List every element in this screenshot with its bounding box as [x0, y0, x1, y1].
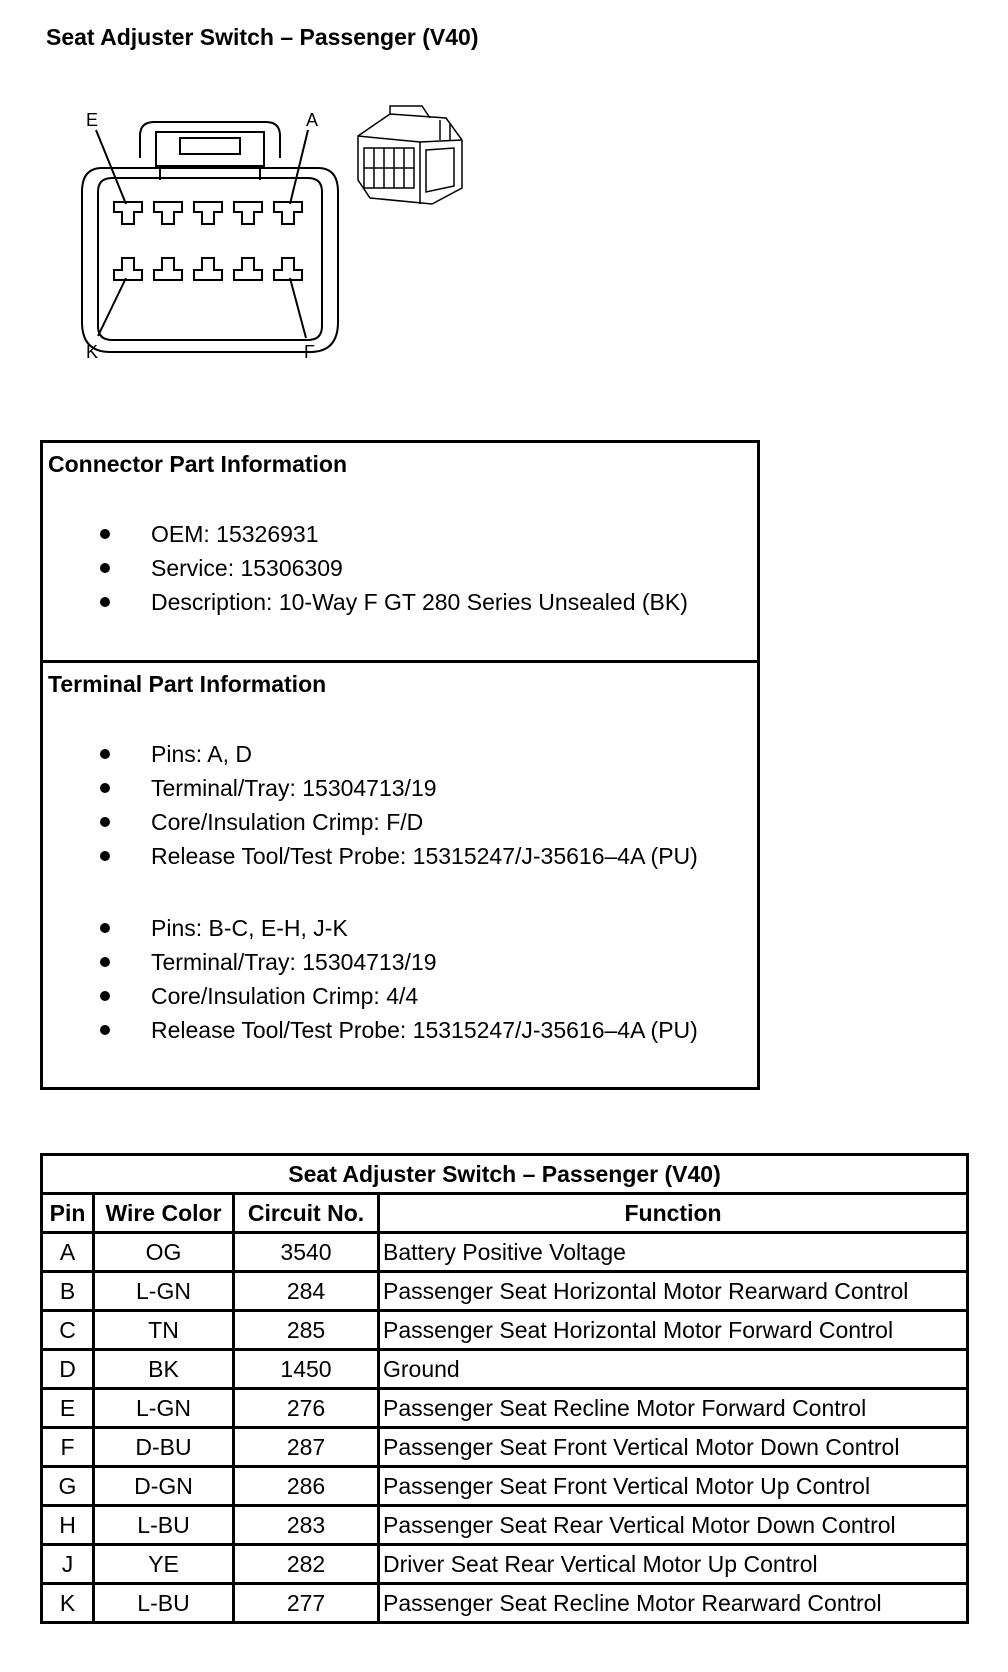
- function-cell: Passenger Seat Front Vertical Motor Up Control: [379, 1467, 968, 1506]
- function-cell: Passenger Seat Rear Vertical Motor Down Control: [379, 1506, 968, 1545]
- bullet-icon: [100, 563, 110, 573]
- bullet-icon: [100, 991, 110, 1001]
- function-cell: Passenger Seat Horizontal Motor Forward Control: [379, 1311, 968, 1350]
- circuit-cell: 287: [234, 1428, 379, 1467]
- table-row: [42, 1467, 968, 1506]
- circuit-cell: 1450: [234, 1350, 379, 1389]
- function-cell: Passenger Seat Horizontal Motor Rearward Control: [379, 1272, 968, 1311]
- function-cell: Passenger Seat Front Vertical Motor Down Control: [379, 1428, 968, 1467]
- column-header-pin: Pin: [42, 1194, 94, 1233]
- terminal-info-heading: Terminal Part Information: [48, 671, 327, 697]
- part-information-box: [40, 440, 760, 1090]
- column-header-wire-color: Wire Color: [94, 1194, 234, 1233]
- wire-color-cell: L-BU: [94, 1584, 234, 1623]
- pin-cell: C: [42, 1311, 94, 1350]
- table-row: [42, 1545, 968, 1584]
- connector-face-diagram: [60, 108, 360, 368]
- bullet-icon: [100, 529, 110, 539]
- connector-info-heading: Connector Part Information: [48, 451, 348, 477]
- pin-cell: H: [42, 1506, 94, 1545]
- function-cell: Ground: [379, 1350, 968, 1389]
- function-cell: Driver Seat Rear Vertical Motor Up Control: [379, 1545, 968, 1584]
- pin-label-a: A: [306, 110, 319, 130]
- table-row: [42, 1311, 968, 1350]
- pin-function-table: [40, 1153, 969, 1624]
- pin-cell: B: [42, 1272, 94, 1311]
- wire-color-cell: BK: [94, 1350, 234, 1389]
- function-cell: Passenger Seat Recline Motor Rearward Control: [379, 1584, 968, 1623]
- connector-3d-image: [350, 100, 470, 210]
- bullet-icon: [100, 923, 110, 933]
- wire-color-cell: YE: [94, 1545, 234, 1584]
- wire-color-cell: L-BU: [94, 1506, 234, 1545]
- page-title: Seat Adjuster Switch – Passenger (V40): [46, 24, 479, 50]
- table-row: [42, 1584, 968, 1623]
- wire-color-cell: TN: [94, 1311, 234, 1350]
- pin-cell: F: [42, 1428, 94, 1467]
- wire-color-cell: OG: [94, 1233, 234, 1272]
- table-row: [42, 1350, 968, 1389]
- table-row: [42, 1428, 968, 1467]
- top-row-terminals: [114, 202, 302, 224]
- wire-color-cell: L-GN: [94, 1272, 234, 1311]
- bullet-icon: [100, 851, 110, 861]
- circuit-cell: 277: [234, 1584, 379, 1623]
- column-header-function: Function: [379, 1194, 968, 1233]
- pin-label-f: F: [304, 342, 315, 362]
- connector-part-information: Connector Part Information OEM: 15326931 Service: 15306309 Description: 10-Way F GT 280 Series Unsealed (BK): [43, 443, 757, 663]
- pin-cell: K: [42, 1584, 94, 1623]
- table-header-row: [42, 1194, 968, 1233]
- circuit-cell: 283: [234, 1506, 379, 1545]
- circuit-cell: 276: [234, 1389, 379, 1428]
- pin-cell: E: [42, 1389, 94, 1428]
- table-row: [42, 1389, 968, 1428]
- bullet-icon: [100, 749, 110, 759]
- table-row: [42, 1506, 968, 1545]
- pin-label-e: E: [86, 110, 99, 130]
- column-header-circuit: Circuit No.: [234, 1194, 379, 1233]
- circuit-cell: 3540: [234, 1233, 379, 1272]
- circuit-cell: 285: [234, 1311, 379, 1350]
- pin-cell: J: [42, 1545, 94, 1584]
- function-cell: Passenger Seat Recline Motor Forward Control: [379, 1389, 968, 1428]
- circuit-cell: 284: [234, 1272, 379, 1311]
- wire-color-cell: D-GN: [94, 1467, 234, 1506]
- circuit-cell: 282: [234, 1545, 379, 1584]
- bullet-icon: [100, 1025, 110, 1035]
- table-row: [42, 1233, 968, 1272]
- bullet-icon: [100, 597, 110, 607]
- table-caption: Seat Adjuster Switch – Passenger (V40): [42, 1155, 968, 1194]
- bullet-icon: [100, 957, 110, 967]
- function-cell: Battery Positive Voltage: [379, 1233, 968, 1272]
- table-caption-row: [42, 1155, 968, 1194]
- pin-cell: D: [42, 1350, 94, 1389]
- bottom-row-terminals: [114, 258, 302, 280]
- circuit-cell: 286: [234, 1467, 379, 1506]
- pin-cell: G: [42, 1467, 94, 1506]
- bullet-icon: [100, 783, 110, 793]
- bullet-icon: [100, 817, 110, 827]
- table-row: [42, 1272, 968, 1311]
- terminal-part-information: Terminal Part Information Pins: A, D Terminal/Tray: 15304713/19 Core/Insulation Crimp: F/D Release Tool/Test Probe: 15315247/J-35616–4A (PU) Pins: B-C, E-H, J-K Terminal/Tray: 15304713/19 Core/Insulation Crimp: 4/4 Release Tool/Test Probe: 15315247/J-35616–4A (PU): [48, 671, 698, 1043]
- pin-label-k: K: [86, 342, 99, 362]
- pin-cell: A: [42, 1233, 94, 1272]
- wire-color-cell: L-GN: [94, 1389, 234, 1428]
- wire-color-cell: D-BU: [94, 1428, 234, 1467]
